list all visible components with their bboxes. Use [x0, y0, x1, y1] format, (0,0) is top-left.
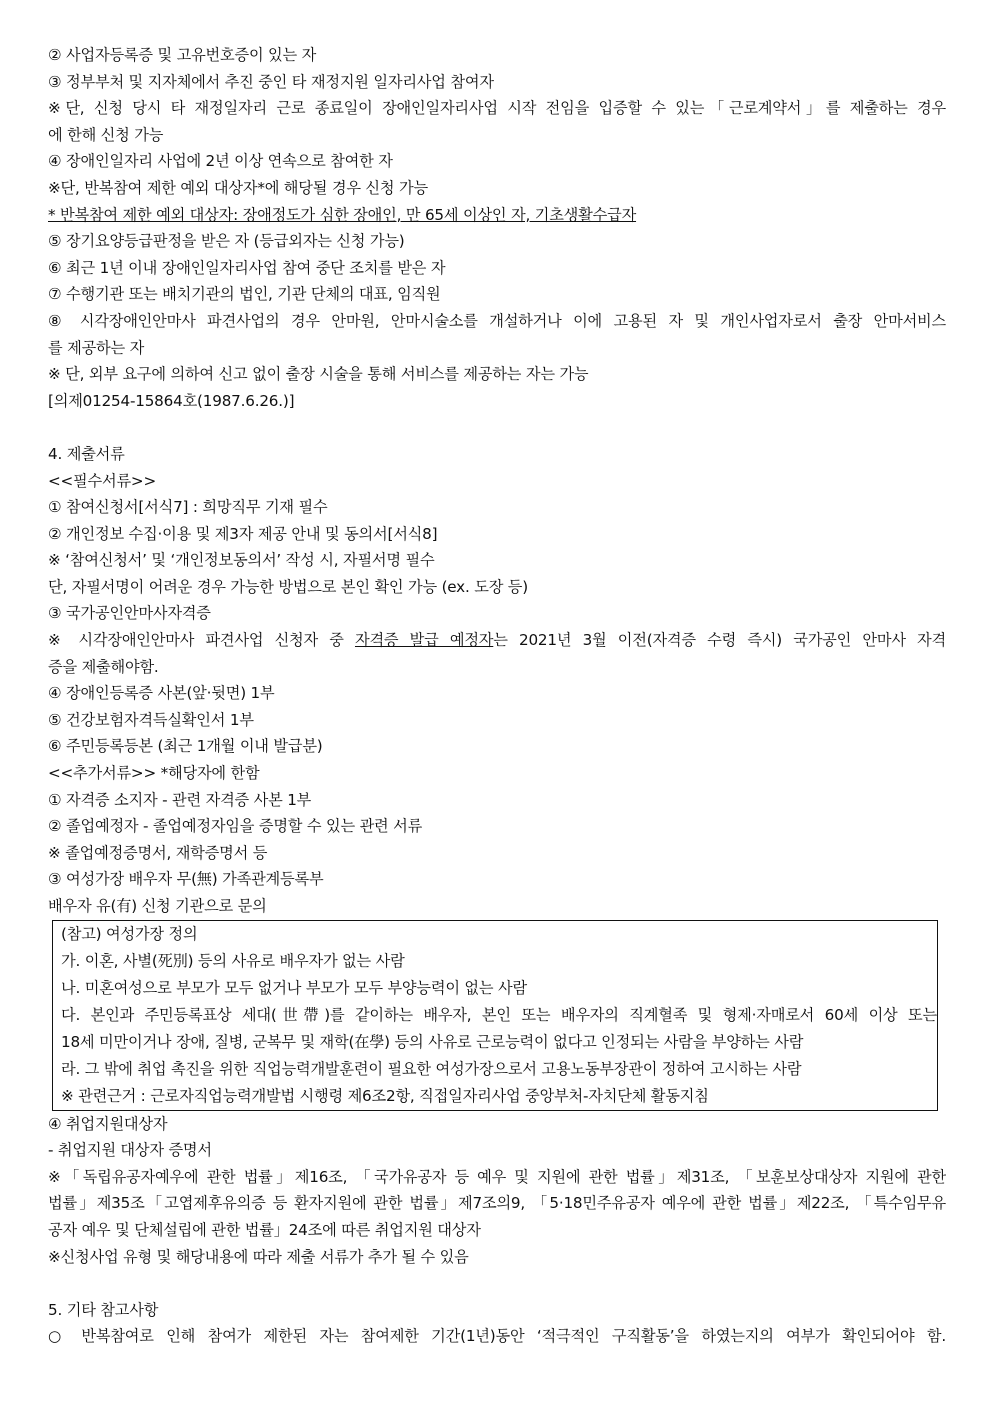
text-line: ① 참여신청서[서식7] : 희망직무 기재 필수 — [48, 498, 328, 517]
text-line: ○ 반복참여로 인해 참여가 제한된 자는 참여제한 기간(1년)동안 ‘적극적인 구직활동’을 하였는지의 여부가 확인되어야 함. — [48, 1327, 946, 1346]
exception-note — [48, 202, 946, 229]
text-line: ※단, 반복참여 제한 예외 대상자*에 해당될 경우 신청 가능 — [48, 178, 428, 197]
license-note-underlined: 자격증 발급 예정자 — [354, 631, 494, 650]
text-line: 배우자 유(有) 신청 기관으로 문의 — [48, 897, 267, 915]
text-line: ⑧ 시각장애인안마사 파견사업의 경우 안마원, 안마시술소를 개설하거나 이에 고용된 자 및 개인사업자로서 출장 안마서비스 — [48, 311, 946, 330]
text-line: 증을 제출해야함. — [48, 657, 159, 676]
text-line: 법률」제35조「고엽제후유의증 등 환자지원에 관한 법률」제7조의9, 「5·18민주유공자 예우에 관한 법률」제22조, 「특수임무유 — [48, 1194, 946, 1213]
box-line: 다. 본인과 주민등록표상 세대(世帶)를 같이하는 배우자, 본인 또는 배우자의 직계혈족 및 형제·자매로서 60세 이상 또는 — [61, 1005, 937, 1024]
text-line: ※ ‘참여신청서’ 및 ‘개인정보동의서’ 작성 시, 자필서명 필수 — [48, 551, 435, 570]
text-line: ※ 단, 외부 요구에 의하여 신고 없이 출장 시술을 통해 서비스를 제공하는 자는 가능 — [48, 365, 589, 384]
text-line: 에 한해 신청 가능 — [48, 125, 164, 144]
text-line: ※「독립유공자예우에 관한 법률」제16조, 「국가유공자 등 예우 및 지원에 관한 법률」제31조, 「보훈보상대상자 지원에 관한 — [48, 1167, 946, 1186]
text-line: ④ 장애인일자리 사업에 2년 이상 연속으로 참여한 자 — [48, 152, 393, 171]
box-title: (참고) 여성가장 정의 — [61, 924, 198, 943]
text-line: ② 사업자등록증 및 고유번호증이 있는 자 — [48, 46, 317, 64]
license-note-post: 는 2021년 3월 이전(자격증 수령 즉시) 국가공인 안마사 자격 — [493, 631, 946, 650]
text-line: ③ 국가공인안마사자격증 — [48, 604, 211, 623]
text-line: ※단, 신청 당시 타 재정일자리 근로 종료일이 장애인일자리사업 시작 전임을 입증할 수 있는「근로계약서」를 제출하는 경우 — [48, 99, 946, 118]
document-page — [48, 42, 946, 1350]
text-line: ⑦ 수행기관 또는 배치기관의 법인, 기관 단체의 대표, 임직원 — [48, 285, 441, 304]
spacer — [48, 414, 946, 441]
spacer — [48, 1270, 946, 1297]
required-docs-header: <<필수서류>> — [48, 471, 156, 490]
box-line: 라. 그 밖에 취업 촉진을 위한 직업능력개발훈련이 필요한 여성가장으로서 고용노동부장관이 정하여 고시하는 사람 — [61, 1059, 802, 1078]
text-line: ⑤ 장기요양등급판정을 받은 자 (등급외자는 신청 가능) — [48, 232, 405, 251]
box-line: ※ 관련근거 : 근로자직업능력개발법 시행령 제6조2항, 직접일자리사업 중앙부처-자치단체 활동지침 — [61, 1086, 709, 1105]
text-line: 를 제공하는 자 — [48, 338, 145, 357]
text-line: ⑤ 건강보험자격득실확인서 1부 — [48, 710, 254, 729]
text-line: ※ 졸업예정증명서, 재학증명서 등 — [48, 843, 268, 862]
exception-note-text: * 반복참여 제한 예외 대상자: 장애정도가 심한 장애인, 만 65세 이상인 자, 기초생활수급자 — [48, 205, 637, 224]
text-line: - 취업지원 대상자 증명서 — [48, 1141, 212, 1160]
additional-docs-header: <<추가서류>> *해당자에 한함 — [48, 764, 260, 783]
text-line: ③ 여성가장 배우자 무(無) 가족관계등록부 — [48, 870, 324, 889]
text-line: ④ 취업지원대상자 — [48, 1114, 168, 1133]
text-line: ⑥ 최근 1년 이내 장애인일자리사업 참여 중단 조치를 받은 자 — [48, 258, 446, 277]
text-line: ② 개인정보 수집·이용 및 제3자 제공 안내 및 동의서[서식8] — [48, 524, 438, 543]
text-line: 공자 예우 및 단체설립에 관한 법률」24조에 따른 취업지원 대상자 — [48, 1220, 481, 1239]
license-note — [48, 627, 946, 654]
license-note-pre: ※ 시각장애인안마사 파견사업 신청자 중 — [48, 631, 355, 650]
text-line: ④ 장애인등록증 사본(앞·뒷면) 1부 — [48, 684, 275, 703]
box-line: 가. 이혼, 사별(死別) 등의 사유로 배우자가 없는 사람 — [61, 951, 405, 970]
section-4-title: 4. 제출서류 — [48, 444, 125, 463]
box-line: 18세 미만이거나 장애, 질병, 군복무 및 재학(在學) 등의 사유로 근로능력이 없다고 인정되는 사람을 부양하는 사람 — [61, 1032, 804, 1051]
text-line: ① 자격증 소지자 - 관련 자격증 사본 1부 — [48, 790, 312, 809]
text-line: 단, 자필서명이 어려운 경우 가능한 방법으로 본인 확인 가능 (ex. 도장 등) — [48, 577, 528, 596]
section-5-title: 5. 기타 참고사항 — [48, 1300, 159, 1319]
text-line: ② 졸업예정자 - 졸업예정자임을 증명할 수 있는 관련 서류 — [48, 817, 423, 836]
text-line: ③ 정부부처 및 지자체에서 추진 중인 타 재정지원 일자리사업 참여자 — [48, 72, 494, 91]
reference-box — [52, 920, 938, 1111]
text-line: ※신청사업 유형 및 해당내용에 따라 제출 서류가 추가 될 수 있음 — [48, 1247, 469, 1266]
text-line: ⑥ 주민등록등본 (최근 1개월 이내 발급분) — [48, 737, 323, 756]
box-line: 나. 미혼여성으로 부모가 모두 없거나 부모가 모두 부양능력이 없는 사람 — [61, 978, 527, 997]
text-line: [의제01254-15864호(1987.6.26.)] — [48, 391, 295, 410]
